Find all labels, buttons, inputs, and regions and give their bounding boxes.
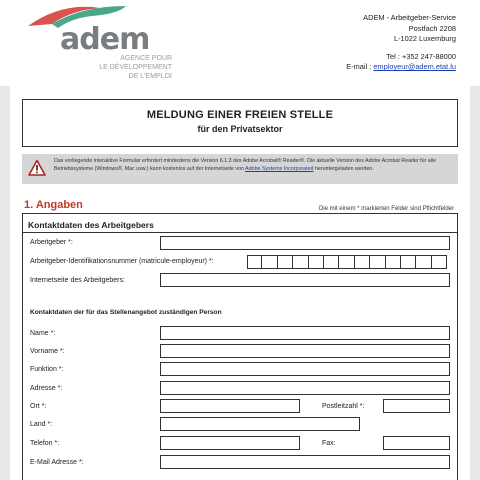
email-input[interactable]	[160, 455, 450, 469]
adobe-link[interactable]: Adobe Systems Incorporated	[245, 166, 314, 172]
employer-input[interactable]	[160, 236, 450, 250]
id-digit-cell[interactable]	[339, 255, 354, 269]
function-input[interactable]	[160, 362, 450, 376]
document-header	[0, 0, 480, 86]
address-label: Adresse *:	[30, 385, 63, 392]
postcode-label: Postleitzahl *:	[322, 403, 365, 410]
id-digit-cell[interactable]	[247, 255, 262, 269]
acrobat-notice	[22, 154, 458, 184]
firstname-input[interactable]	[160, 344, 450, 358]
address-city: L-1022 Luxemburg	[393, 34, 456, 44]
address-tel: Tel : +352 247-88000	[386, 51, 456, 61]
website-label: Internetseite des Arbeitgebers:	[30, 277, 125, 284]
employer-id-label: Arbeitgeber-Identifikationsnummer (matricule-employeur) *:	[30, 258, 214, 265]
form-subtitle: für den Privatsektor	[197, 124, 283, 134]
employer-id-cells[interactable]	[247, 255, 447, 269]
phone-input[interactable]	[160, 436, 300, 450]
id-digit-cell[interactable]	[432, 255, 447, 269]
country-input[interactable]	[160, 417, 360, 431]
id-digit-cell[interactable]	[262, 255, 277, 269]
id-digit-cell[interactable]	[416, 255, 431, 269]
address-email-row: E-mail : employeur@adem.etat.lu	[346, 62, 456, 72]
id-digit-cell[interactable]	[293, 255, 308, 269]
adem-logo	[22, 4, 172, 84]
id-digit-cell[interactable]	[370, 255, 385, 269]
phone-label: Telefon *:	[30, 440, 60, 447]
firstname-label: Vorname *:	[30, 348, 65, 355]
city-label: Ort *:	[30, 403, 47, 410]
employer-divider	[22, 232, 458, 233]
contact-heading: Kontaktdaten der für das Stellenangebot zuständigen Person	[30, 309, 222, 316]
id-digit-cell[interactable]	[401, 255, 416, 269]
id-digit-cell[interactable]	[278, 255, 293, 269]
form-title: MELDUNG EINER FREIEN STELLE	[146, 109, 334, 121]
id-digit-cell[interactable]	[309, 255, 324, 269]
name-label: Name *:	[30, 330, 56, 337]
notice-text: Das vorliegende interaktive Formular erfordert mindestens die Version 6.1.3 des Adobe Acrobat® Reader®. Die aktuelle Version des Adobe Acrobat Reader für alle Betriebssysteme (Windows®, Mac usw.) kann kostenlos auf der Internetseite von Adobe Systems Incorporated heruntergeladen werden.	[54, 158, 437, 172]
city-input[interactable]	[160, 399, 300, 413]
logo-tagline: AGENCE POUR LE DÉVELOPPEMENT DE L'EMPLOI	[99, 55, 172, 80]
id-digit-cell[interactable]	[386, 255, 401, 269]
employer-heading: Kontaktdaten des Arbeitgebers	[28, 220, 154, 230]
address-input[interactable]	[160, 381, 450, 395]
logo-wordmark: adem	[60, 22, 150, 57]
id-digit-cell[interactable]	[324, 255, 339, 269]
fax-input[interactable]	[383, 436, 450, 450]
function-label: Funktion *:	[30, 366, 64, 373]
employer-label: Arbeitgeber *:	[30, 239, 73, 246]
id-digit-cell[interactable]	[355, 255, 370, 269]
form-title-box	[22, 99, 458, 147]
warning-triangle-icon	[28, 159, 46, 177]
website-input[interactable]	[160, 273, 450, 287]
email-label: E-Mail Adresse *:	[30, 459, 84, 466]
address-org: ADEM - Arbeitgeber-Service	[363, 13, 456, 22]
fax-label: Fax:	[322, 440, 336, 447]
email-link[interactable]: employeur@adem.etat.lu	[373, 62, 456, 72]
section-heading: 1. Angaben	[24, 199, 83, 211]
required-fields-note: Die mit einem * markierten Felder sind Pflichtfelder	[318, 206, 454, 212]
address-street: Postfach 2208	[408, 23, 456, 33]
name-input[interactable]	[160, 326, 450, 340]
postcode-input[interactable]	[383, 399, 450, 413]
contact-address	[346, 13, 456, 73]
country-label: Land *:	[30, 421, 53, 428]
